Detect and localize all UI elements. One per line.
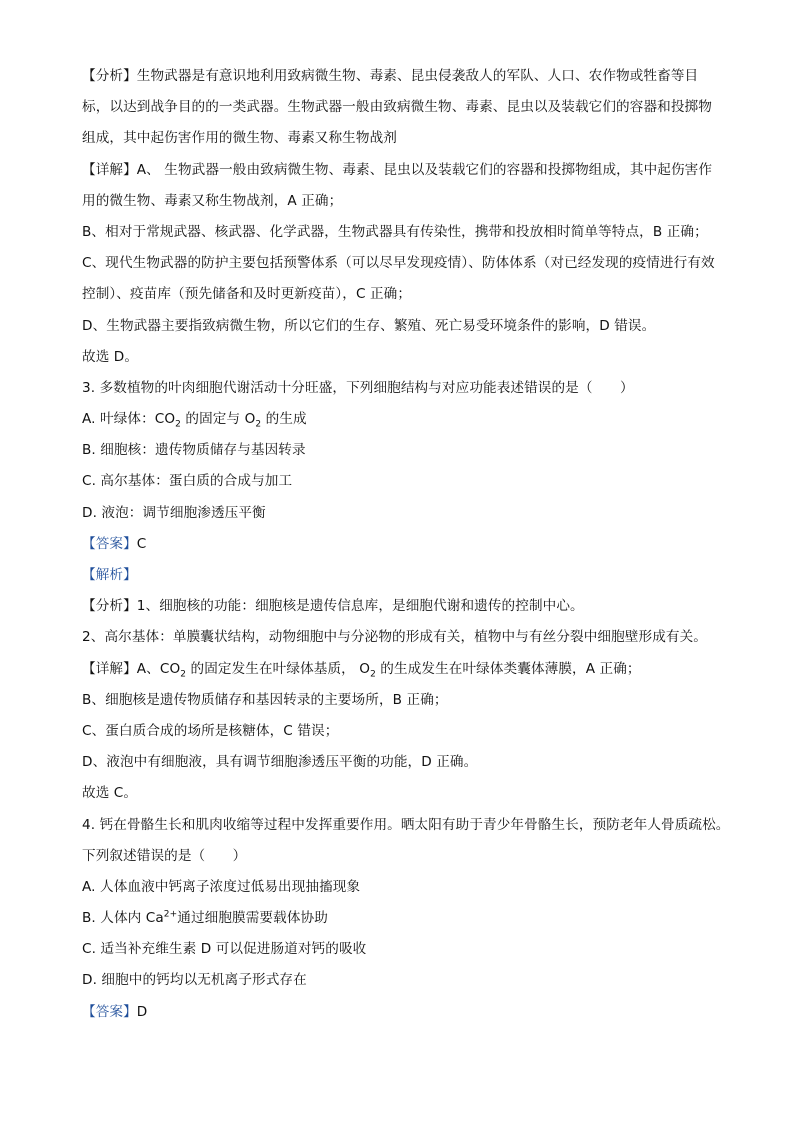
text-segment: 通过细胞膜需要载体协助 xyxy=(177,910,328,927)
text-line xyxy=(82,220,742,251)
text-segment: D. 细胞中的钙均以无机离子形式存在 xyxy=(82,972,307,989)
text-segment: B、细胞核是遗传物质储存和基因转录的主要场所，B 正确； xyxy=(82,691,448,708)
text-line xyxy=(82,189,742,220)
text-line xyxy=(82,407,742,438)
text-segment: 【详解】A、CO xyxy=(82,660,181,677)
text-segment: A. 人体血液中钙离子浓度过低易出现抽搐现象 xyxy=(82,878,361,895)
text-line xyxy=(82,719,742,750)
text-segment: B. 人体内 Ca xyxy=(82,910,164,927)
subscript: 2 xyxy=(370,669,376,680)
superscript: 2+ xyxy=(163,909,178,920)
text-segment: 标，以达到战争目的的一类武器。生物武器一般由致病微生物、毒素、昆虫以及装载它们的容器和投掷物 xyxy=(82,99,712,116)
text-segment: 的生成 xyxy=(261,411,307,428)
text-segment: C、蛋白质合成的场所是核糖体，C 错误； xyxy=(82,722,339,739)
text-line xyxy=(82,1000,742,1031)
text-line xyxy=(82,844,742,875)
text-segment: 故选 D。 xyxy=(82,348,139,365)
text-line xyxy=(82,469,742,500)
text-line xyxy=(82,345,742,376)
text-segment: 故选 C。 xyxy=(82,785,138,802)
text-segment: 3. 多数植物的叶肉细胞代谢活动十分旺盛，下列细胞结构与对应功能表述错误的是（ ） xyxy=(82,379,634,396)
text-line xyxy=(82,532,742,563)
text-line xyxy=(82,314,742,345)
text-segment: C. 高尔基体：蛋白质的合成与加工 xyxy=(82,473,293,490)
text-line xyxy=(82,813,742,844)
text-segment: C xyxy=(136,535,147,552)
text-segment: 下列叙述错误的是（ ） xyxy=(82,847,247,864)
text-line xyxy=(82,438,742,469)
subscript: 2 xyxy=(255,419,262,430)
text-segment: 控制）、疫苗库（预先储备和及时更新疫苗），C 正确； xyxy=(82,286,412,303)
text-segment: D、生物武器主要指致病微生物，所以它们的生存、繁殖、死亡易受环境条件的影响，D 错误。 xyxy=(82,317,656,334)
text-segment: 的生成发生在叶绿体类囊体薄膜，A 正确； xyxy=(375,660,641,677)
text-line xyxy=(82,64,742,95)
text-segment: 的固定与 O xyxy=(181,411,256,428)
text-segment: C、现代生物武器的防护主要包括预警体系（可以尽早发现疫情）、防体体系（对已经发现的疫情进行有效 xyxy=(82,255,715,272)
text-line xyxy=(82,906,742,937)
text-line xyxy=(82,126,742,157)
text-segment: 【分析】生物武器是有意识地利用致病微生物、毒素、昆虫侵袭敌人的军队、人口、农作物或牲畜等目 xyxy=(82,68,699,84)
text-segment: D xyxy=(136,1003,148,1020)
text-line xyxy=(82,501,742,532)
text-segment: D. 液泡：调节细胞渗透压平衡 xyxy=(82,504,266,521)
text-line xyxy=(82,376,742,407)
text-line xyxy=(82,968,742,999)
text-segment: C. 适当补充维生素 D 可以促进肠道对钙的吸收 xyxy=(82,941,367,958)
text-line xyxy=(82,781,742,812)
subscript: 2 xyxy=(180,669,187,680)
section-tag: 【答案】 xyxy=(82,1003,137,1020)
text-line xyxy=(82,688,742,719)
text-segment: 【分析】1、细胞核的功能：细胞核是遗传信息库，是细胞代谢和遗传的控制中心。 xyxy=(82,598,584,615)
text-line xyxy=(82,282,742,313)
text-line xyxy=(82,937,742,968)
text-segment: B. 细胞核：遗传物质储存与基因转录 xyxy=(82,442,306,459)
text-line xyxy=(82,875,742,906)
section-tag: 【答案】 xyxy=(82,535,137,552)
text-segment: 用的微生物、毒素又称生物战剂，A 正确； xyxy=(82,192,343,209)
text-line xyxy=(82,158,742,189)
text-segment: B、相对于常规武器、核武器、化学武器，生物武器具有传染性，携带和投放相时简单等特点，B 正确； xyxy=(82,223,708,240)
text-line xyxy=(82,251,742,282)
text-segment: A. 叶绿体：CO xyxy=(82,411,176,428)
text-line xyxy=(82,594,742,625)
subscript: 2 xyxy=(175,419,181,430)
text-segment: 4. 钙在骨骼生长和肌肉收缩等过程中发挥重要作用。晒太阳有助于青少年骨骼生长，预防老年人骨质疏松。 xyxy=(82,816,730,833)
text-segment: 【详解】A、 生物武器一般由致病微生物、毒素、昆虫以及装载它们的容器和投掷物组成，其中起伤害作 xyxy=(82,161,713,178)
text-line xyxy=(82,750,742,781)
document-body xyxy=(82,64,742,1031)
text-line xyxy=(82,563,742,594)
text-segment: 2、高尔基体：单膜囊状结构，动物细胞中与分泌物的形成有关，植物中与有丝分裂中细胞壁形成有关。 xyxy=(82,629,707,646)
section-tag: 【解析】 xyxy=(82,567,137,583)
text-segment: 组成，其中起伤害作用的微生物、毒素又称生物战剂 xyxy=(82,130,397,147)
text-line xyxy=(82,657,742,688)
text-segment: 的固定发生在叶绿体基质， O xyxy=(186,660,371,677)
text-segment: D、液泡中有细胞液，具有调节细胞渗透压平衡的功能，D 正确。 xyxy=(82,754,478,771)
text-line xyxy=(82,625,742,656)
text-line xyxy=(82,95,742,126)
